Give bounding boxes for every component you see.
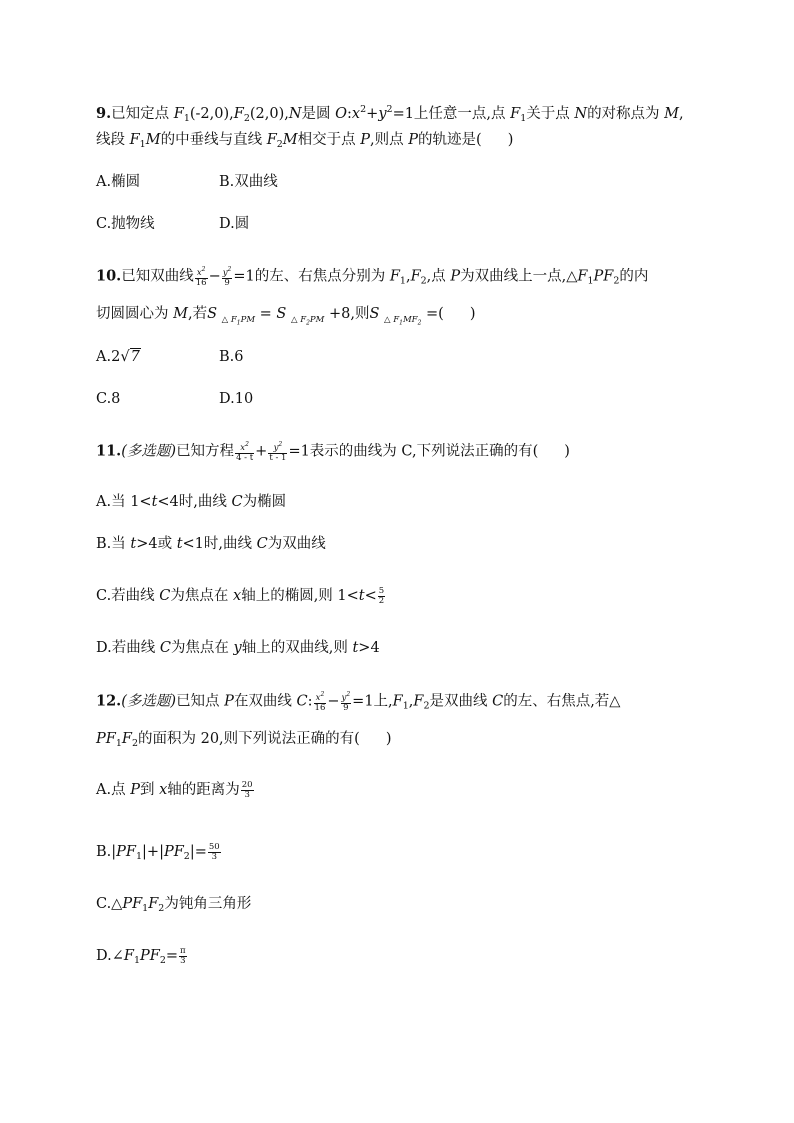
q12-close-paren: )	[385, 731, 392, 747]
q11-option-c: C.若曲线 C为焦点在 x轴上的椭圆,则 1<t< $\frac{5}{2}$	[96, 585, 385, 606]
q10-number: 10.	[96, 267, 122, 285]
q10-line1: 10.已知双曲线 $\frac{x^2}{16}$ − $\frac{y^2}{9}$ =1的左、右焦点分别为 $F_1,F_2$,点 P为双曲线上一点$,\triangle F_1PF_2$的内	[96, 266, 649, 288]
q9-option-b: B.双曲线	[219, 174, 278, 190]
q10-fraction-x: $\frac{x^2}{16}$	[195, 266, 207, 288]
q12-option-a: A.点 P到 x轴的距离为 $\frac{20}{3}$	[96, 779, 253, 800]
q12-option-c: $C.\triangle PF_1F_2$为钝角三角形	[96, 896, 252, 914]
q11-option-b: B.当 t>4或 t<1时,曲线 C为双曲线	[96, 536, 326, 552]
q12-option-d: $D.\angle F_1PF_2=$ $\frac{\pi}{3}$	[96, 945, 186, 966]
q11-number: 11.	[96, 442, 122, 460]
q10-option-c: C.8	[96, 391, 121, 407]
q10-option-a: A.2√7	[96, 349, 140, 365]
q9-option-a: A.椭圆	[96, 174, 141, 190]
q10-close-paren: )	[469, 306, 476, 322]
q12-option-b: $B.|PF_1|+|PF_2|=$ $\frac{50}{3}$	[96, 841, 220, 862]
q11-fraction-x: $\frac{x^2}{4 - t}$	[236, 441, 254, 463]
q9-close-paren: )	[507, 132, 514, 148]
q9-option-c: C.抛物线	[96, 216, 155, 232]
q12-fraction-y: $\frac{y^2}{9}$	[341, 691, 351, 713]
q9-line1: 9.已知定点 $F_1(-2,0),F_2(2,0),N$是圆 $O:x^2+y^2=1$上任意一点,点 $F_1$关于点 N的对称点为 M,	[96, 104, 684, 124]
q9-number: 9.	[96, 105, 112, 122]
q11-text: =1表示的曲线为 C,下列说法正确的有(	[288, 443, 539, 460]
q12-line1: 12.(多选题)已知点 P在双曲线 C: $\frac{x^2}{16}$ − $\frac{y^2}{9}$ =1上$,F_1,F_2$是双曲线 C的左、右焦点,若△	[96, 691, 621, 713]
q11-option-d: D.若曲线 C为焦点在 y轴上的双曲线,则 t>4	[96, 640, 380, 656]
q12-number: 12.	[96, 692, 122, 710]
q10-line2: 切圆圆心为 M,若S $_{\triangle F_1PM}$ = S $_{\triangle F_2PM}$ +8,则S $_{\triangle F_1MF_2}$ =( )	[96, 306, 476, 327]
q10-option-d: D.10	[219, 391, 254, 407]
q11-fraction-y: $\frac{y^2}{t - 1}$	[269, 441, 287, 463]
q11-line1: 11.(多选题)已知方程 $\frac{x^2}{4 - t}$ + $\frac{y^2}{t - 1}$ =1表示的曲线为 C,下列说法正确的有( )	[96, 441, 570, 463]
q12-line2: $PF_1F_2$的面积为 20,则下列说法正确的有( )	[96, 731, 392, 749]
q11-intro: 已知方程	[176, 443, 235, 460]
q12-tag: (多选题)	[121, 693, 177, 710]
q10-fraction-y: $\frac{y^2}{9}$	[222, 266, 232, 288]
q10-option-b: B.6	[219, 349, 244, 365]
q9-line2: 线段 $F_1M$的中垂线与直线 $F_2M$相交于点 P,则点 P的轨迹是( )	[96, 132, 514, 150]
q9-option-d: D.圆	[219, 216, 250, 232]
q11-option-a: A.当 1<t<4时,曲线 C为椭圆	[96, 494, 287, 510]
q12-fraction-x: $\frac{x^2}{16}$	[314, 691, 326, 713]
q10-intro: 已知双曲线	[121, 268, 194, 285]
q11-close-paren: )	[564, 443, 570, 460]
q11-tag: (多选题)	[121, 443, 177, 460]
